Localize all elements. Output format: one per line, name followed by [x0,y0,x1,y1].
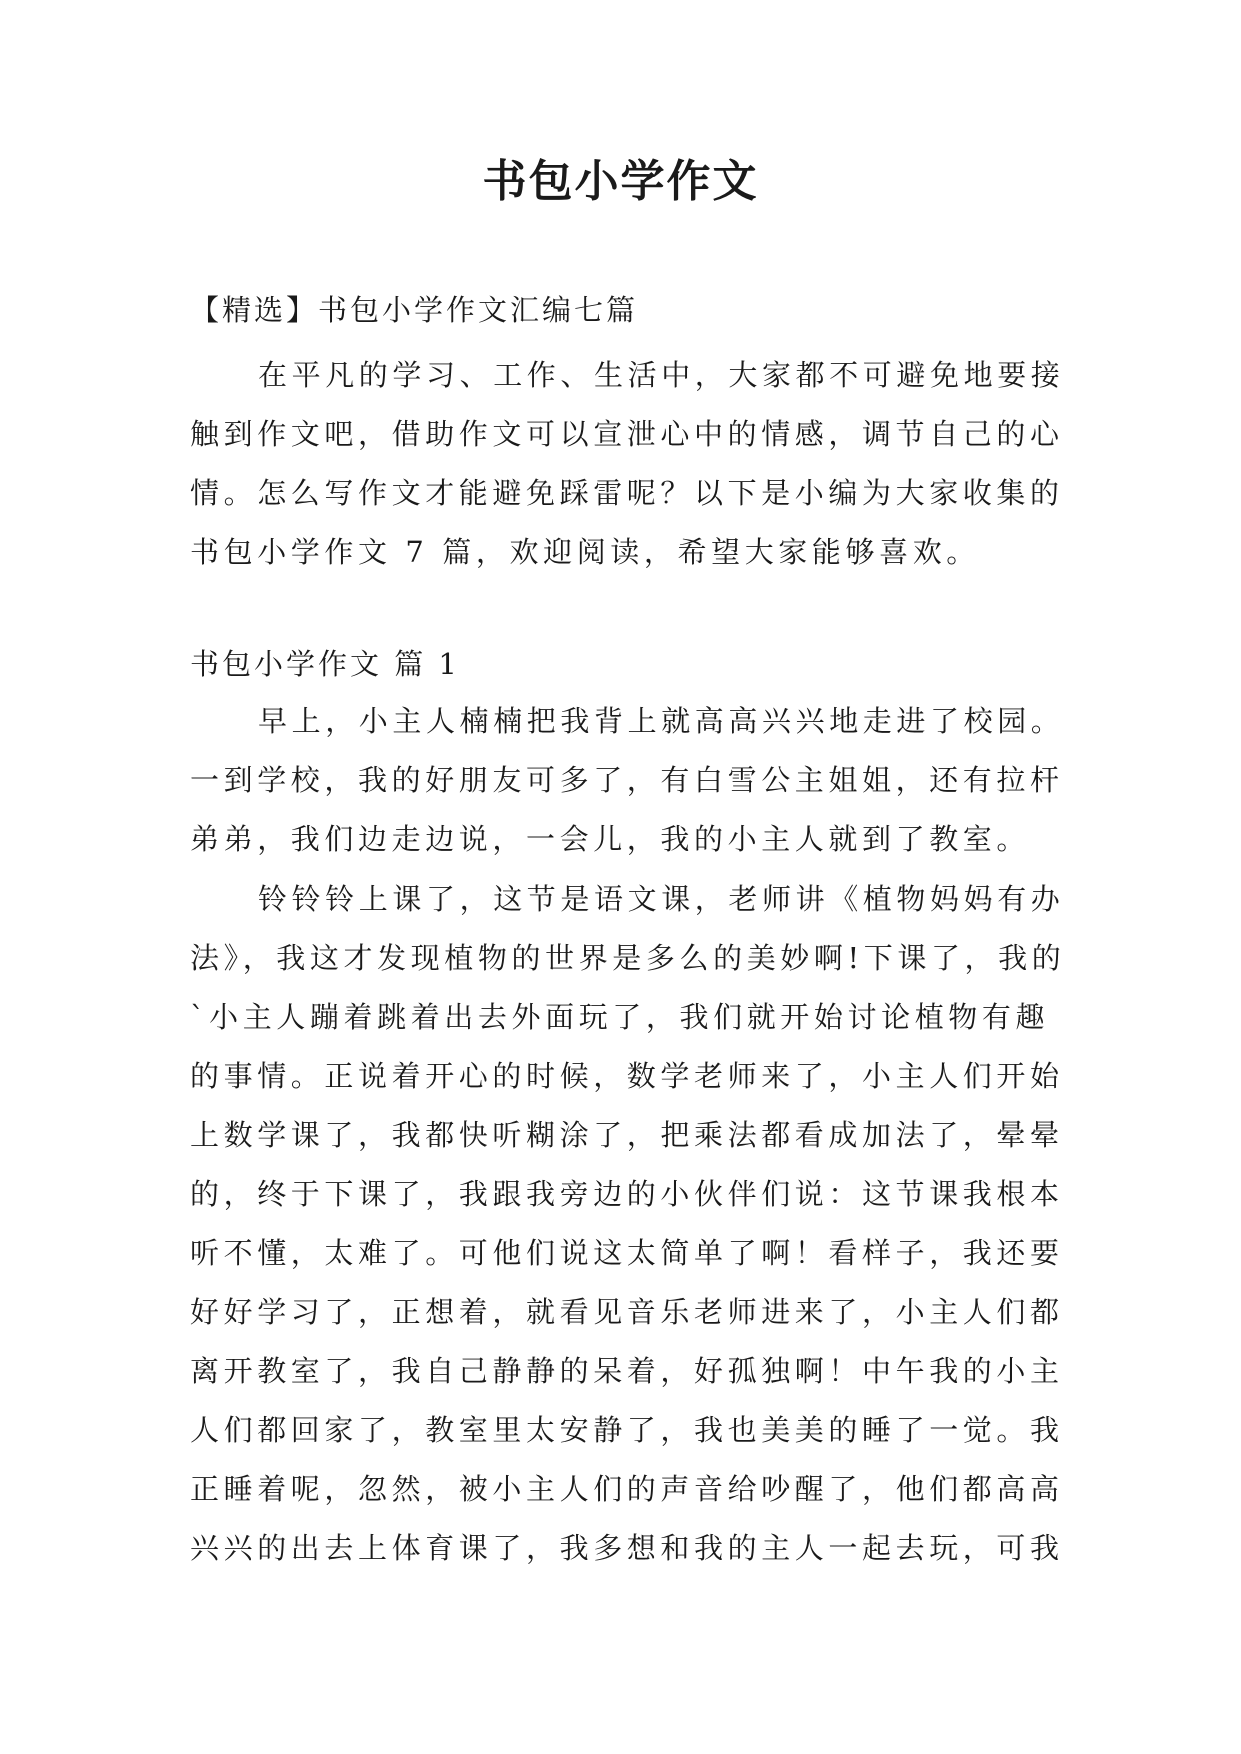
section-heading: 书包小学作文 篇 1 [190,647,460,681]
essay-paragraph-2 [190,870,1066,1578]
intro-paragraph [190,346,1065,582]
intro-line: 书包小学作文 7 篇，欢迎阅读，希望大家能够喜欢。 [190,535,980,569]
essay-line: 的事情。正说着开心的时候，数学老师来了，小主人们开始 [190,1059,1064,1093]
essay-line: 离开教室了，我自己静静的呆着，好孤独啊！中午我的小主 [190,1354,1064,1388]
essay-line: 好好学习了，正想着，就看见音乐老师进来了，小主人们都 [190,1295,1064,1329]
essay-line: 听不懂，太难了。可他们说这太简单了啊！看样子，我还要 [190,1236,1064,1270]
essay-line: 一到学校，我的好朋友可多了，有白雪公主姐姐，还有拉杆 [190,763,1064,797]
essay-line: 早上，小主人楠楠把我背上就高高兴兴地走进了校园。 [258,704,1065,738]
essay-paragraph-1 [190,692,1065,869]
essay-line: 正睡着呢，忽然，被小主人们的声音给吵醒了，他们都高高 [190,1472,1064,1506]
essay-line: 铃铃铃上课了，这节是语文课，老师讲《植物妈妈有办 [258,882,1065,916]
essay-line: 上数学课了，我都快听糊涂了，把乘法都看成加法了，晕晕 [190,1118,1064,1152]
essay-line: 兴兴的出去上体育课了，我多想和我的主人一起去玩，可我 [190,1531,1064,1565]
document-title: 书包小学作文 [482,156,759,207]
intro-line: 触到作文吧，借助作文可以宣泄心中的情感，调节自己的心 [190,417,1064,451]
essay-line: 法》，我这才发现植物的世界是多么的美妙啊!下课了，我的 [190,941,1066,975]
intro-line: 情。怎么写作文才能避免踩雷呢？以下是小编为大家收集的 [190,476,1064,510]
essay-line: 人们都回家了，教室里太安静了，我也美美的睡了一觉。我 [190,1413,1064,1447]
essay-line: 的，终于下课了，我跟我旁边的小伙伴们说：这节课我根本 [190,1177,1064,1211]
essay-line: 弟弟，我们边走边说，一会儿，我的小主人就到了教室。 [190,822,1031,856]
intro-line: 在平凡的学习、工作、生活中，大家都不可避免地要接 [258,358,1065,392]
essay-line: `小主人蹦着跳着出去外面玩了，我们就开始讨论植物有趣 [190,1000,1050,1034]
document-subtitle: 【精选】书包小学作文汇编七篇 [190,293,639,327]
